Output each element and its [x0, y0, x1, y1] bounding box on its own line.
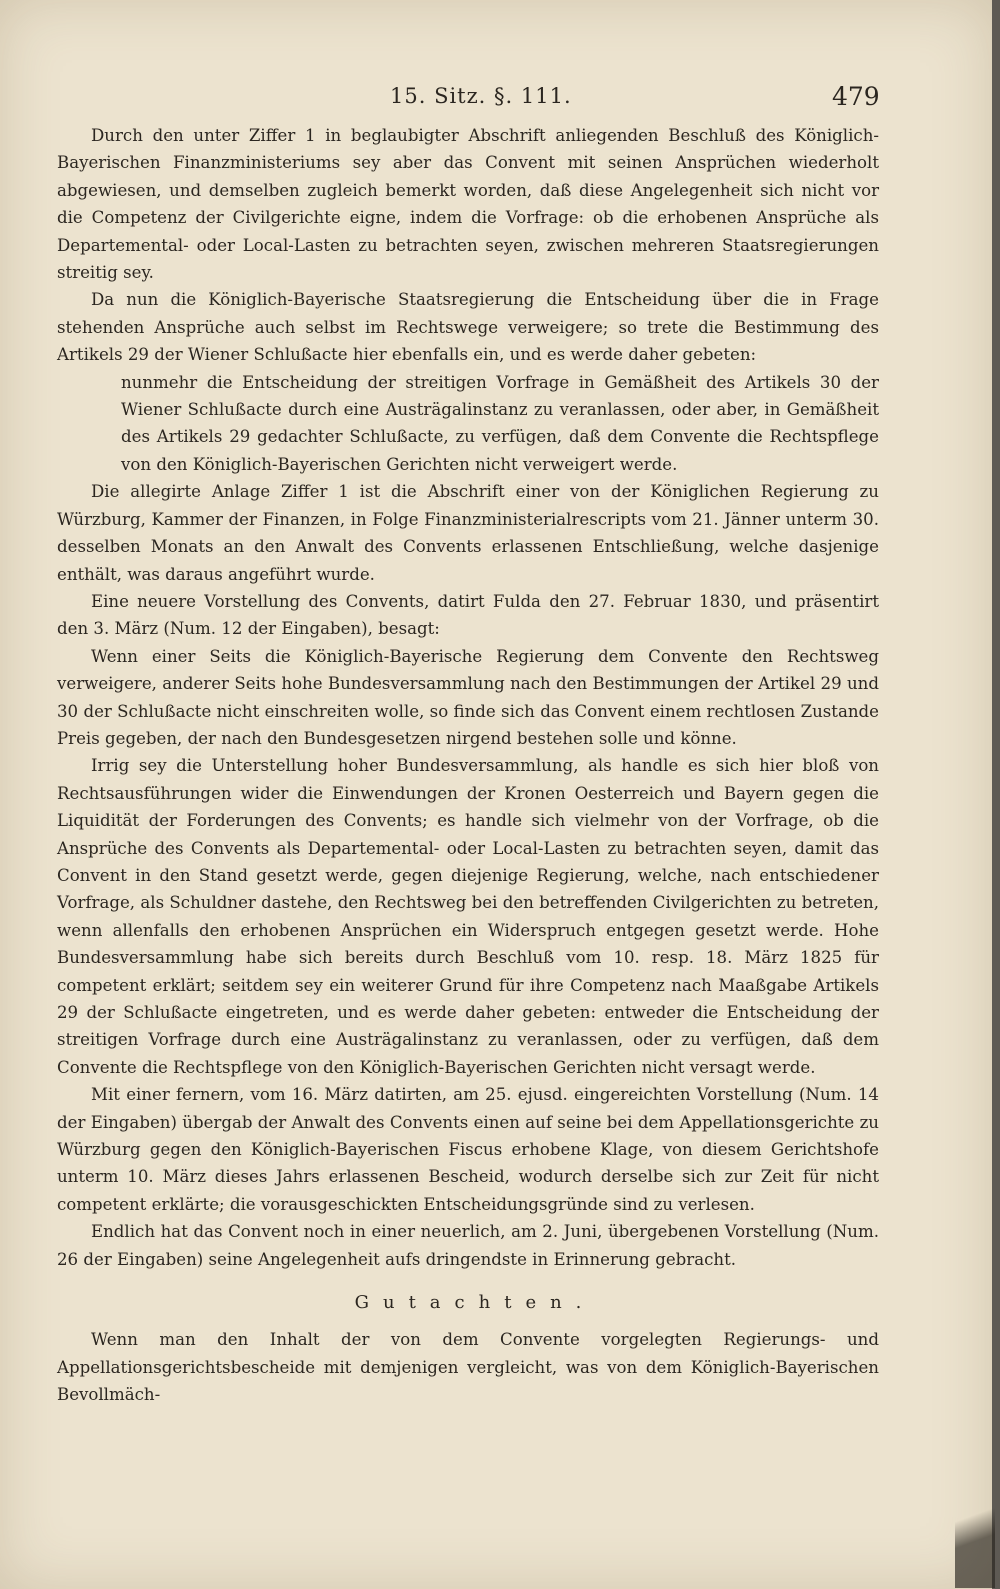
paragraph: Mit einer fernern, vom 16. März datirten, am 25. ejusd. eingereichten Vorstellung (Num. 14 der Eingaben) übergab der Anwalt des Convents einen auf seine bei dem Appellationsgerichte zu Würzburg gegen den Königlich-Bayerischen Fiscus erhobene Klage, von diesem Gerichtshofe unterm 10. März dieses Jahrs erlassenen Bescheid, wodurch derselbe sich zur Zeit für nicht competent erklärte; die vorausgeschickten Entscheidungsgründe sind zu verlesen. — [57, 1085, 879, 1214]
paragraph: Durch den unter Ziffer 1 in beglaubigter Abschrift anliegenden Beschluß des Königlich-Bayerischen Finanzministeriums sey aber das Convent mit seinen Ansprüchen wiederholt abgewiesen, und demselben zugleich bemerkt worden, daß diese Angelegenheit sich nicht vor die Competenz der Civilgerichte eigne, indem die Vorfrage: ob die erhobenen Ansprüche als Departemental- oder Local-Lasten zu betrachten seyen, zwischen mehreren Staatsregierungen streitig sey. — [57, 126, 879, 283]
page-number: 479 — [832, 82, 880, 111]
paragraph: Wenn einer Seits die Königlich-Bayerische Regierung dem Convente den Rechtsweg verweigere, anderer Seits hohe Bundesversammlung nach den Bestimmungen der Artikel 29 und 30 der Schlußacte nicht einschreiten wolle, so finde sich das Convent einem rechtlosen Zustande Preis gegeben, der nach den Bundesgesetzen nirgend bestehen solle und könne. — [57, 646, 879, 748]
paragraph: Irrig sey die Unterstellung hoher Bundesversammlung, als handle es sich hier bloß von Rechtsausführungen wider die Einwendungen der Kronen Oesterreich und Bayern gegen die Liquidität der Forderungen des Convents; es handle sich vielmehr von der Vorfrage, ob die Ansprüche des Convents als Departemental- oder Local-Lasten zu betrachten seyen, damit das Convent in den Stand gesetzt werde, gegen diejenige Regierung, welche, nach entschiedener Vorfrage, als Schuldner dastehe, den Rechtsweg bei den betreffenden Civilgerichten zu betreten, wenn allenfalls den erhobenen Ansprüchen ein Widerspruch entgegen gesetzt werde. Hohe Bundesversammlung habe sich bereits durch Beschluß vom 10. resp. 18. März 1825 für competent erklärt; seitdem sey ein weiterer Grund für ihre Competenz nach Maaßgabe Artikels 29 der Schlußacte eingetreten, und es werde daher gebeten: entweder die Entscheidung der streitigen Vorfrage durch eine Austrägalinstanz zu veranlassen, oder zu verfügen, daß dem Convente die Rechtspflege von den Königlich-Bayerischen Gerichten nicht versagt werde. — [57, 756, 879, 1077]
page-header — [0, 80, 992, 114]
paragraph: Da nun die Königlich-Bayerische Staatsregierung die Entscheidung über die in Frage stehenden Ansprüche auch selbst im Rechtswege verweigere; so trete die Bestimmung des Artikels 29 der Wiener Schlußacte hier ebenfalls ein, und es werde daher gebeten: — [57, 290, 879, 365]
paragraph: Wenn man den Inhalt der von dem Convente vorgelegten Regierungs- und Appellationsgerichtsbescheide mit demjenigen vergleicht, was von dem Königlich-Bayerischen Bevollmäch- — [57, 1330, 879, 1405]
paragraph: Eine neuere Vorstellung des Convents, datirt Fulda den 27. Februar 1830, und präsentirt den 3. März (Num. 12 der Eingaben), besagt: — [57, 591, 879, 639]
petition-paragraph: nunmehr die Entscheidung der streitigen Vorfrage in Gemäßheit des Artikels 30 der Wiener Schlußacte durch eine Austrägalinstanz zu veranlassen, oder aber, in Gemäßheit des Artikels 29 gedachter Schlußacte, zu verfügen, daß dem Convente die Rechtspflege von den Königlich-Bayerischen Gerichten nicht verweigert werde. — [121, 372, 879, 474]
paragraph: Endlich hat das Convent noch in einer neuerlich, am 2. Juni, übergebenen Vorstellung (Num. 26 der Eingaben) seine Angelegenheit aufs dringendste in Erinnerung gebracht. — [57, 1222, 879, 1269]
running-head: 15. Sitz. §. 111. — [390, 84, 572, 108]
body-text — [57, 122, 879, 1409]
scan-corner-shadow — [955, 1468, 995, 1588]
section-heading: Gutachten. — [354, 1292, 596, 1314]
paragraph: Die allegirte Anlage Ziffer 1 ist die Abschrift einer von der Königlichen Regierung zu Würzburg, Kammer der Finanzen, in Folge Finanzministerialrescripts vom 21. Jänner unterm 30. desselben Monats an den Anwalt des Convents erlassenen Entschließung, welche dasjenige enthält, was daraus angeführt wurde. — [57, 482, 879, 584]
